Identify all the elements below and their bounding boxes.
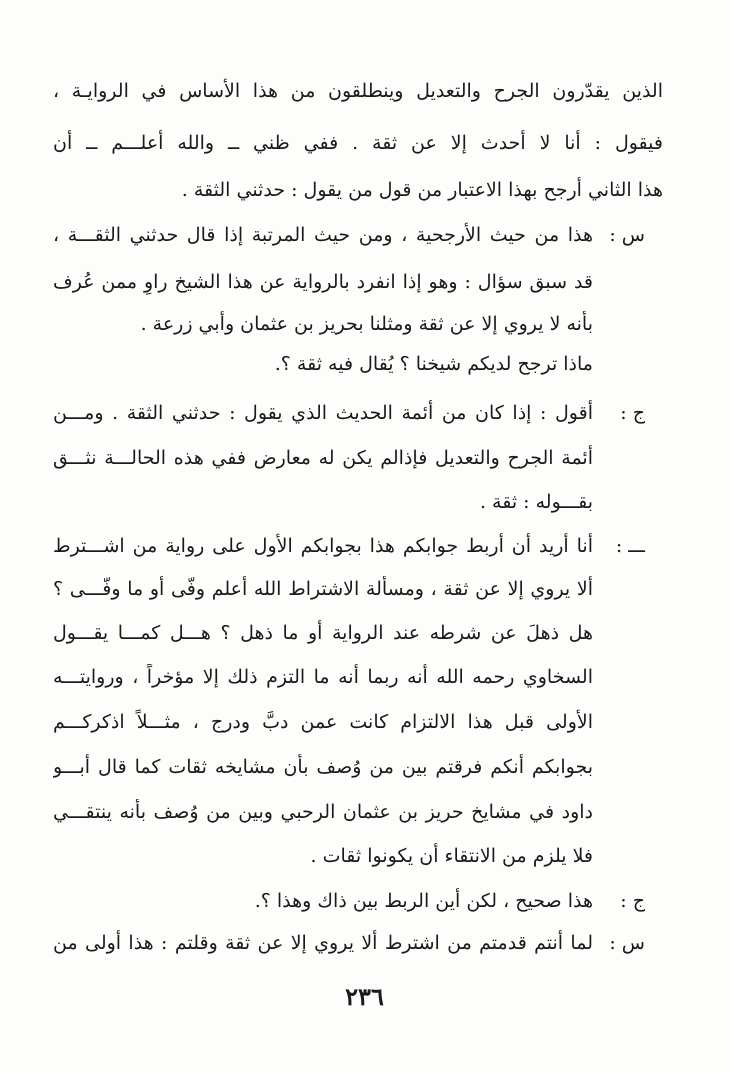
text-line: هذا صحيح ، لكن أين الربط بين ذاك وهذا ؟. bbox=[254, 890, 593, 912]
speaker-marker-answer: ج : bbox=[620, 890, 645, 912]
text-line: بجوابكم أنكم فرقتم بين من وُصف بأن مشايخه ثقات كما قال أبـــو bbox=[53, 756, 593, 778]
text-line: أئمة الجرح والتعديل فإذالم يكن له معارض ففي هذه الحالـــة نثـــق bbox=[53, 447, 593, 469]
text-line: هذا من حيث الأرجحية ، ومن حيث المرتبة إذا قال حدثني الثقـــة ، bbox=[53, 224, 593, 246]
text-line: ماذا ترجح لديكم شيخنا ؟ يُقال فيه ثقة ؟. bbox=[274, 353, 593, 375]
text-line: هذا الثاني أرجح بهذا الاعتبار من قول من يقول : حدثني الثقة . bbox=[181, 179, 663, 201]
text-line: أنا أريد أن أربط جوابكم هذا بجوابكم الأول على رواية من اشـــترط bbox=[53, 535, 593, 557]
text-line: فيقول : أنا لا أحدث إلا عن ثقة . ففي ظني ــ والله أعلـــم ــ أن bbox=[53, 132, 663, 154]
speaker-marker-question: س : bbox=[609, 224, 645, 246]
text-line: أقول : إذا كان من أئمة الحديث الذي يقول : حدثني الثقة . ومـــن bbox=[53, 402, 593, 424]
text-line: داود في مشايخ حريز بن عثمان الرحبي وبين من وُصف بأنه ينتقـــي bbox=[53, 801, 593, 823]
text-line: فلا يلزم من الانتقاء أن يكونوا ثقات . bbox=[310, 845, 593, 867]
text-line: بقـــوله : ثقة . bbox=[479, 491, 593, 513]
text-line: السخاوي رحمه الله أنه ربما أنه ما التزم ذلك إلا مؤخراً ، وروايتـــه bbox=[53, 666, 593, 688]
speaker-marker-dash: ـــ : bbox=[615, 535, 645, 557]
text-line: هل ذهلَ عن شرطه عند الرواية أو ما ذهل ؟ هـــل كمـــا يقـــول bbox=[53, 622, 593, 644]
text-line: بأنه لا يروي إلا عن ثقة ومثلنا بحريز بن عثمان وأبي زرعة . bbox=[140, 313, 593, 335]
speaker-marker-question: س : bbox=[609, 932, 645, 954]
text-line: الذين يقدّرون الجرح والتعديل وينطلقون من هذا الأساس في الروايـة ، bbox=[53, 80, 663, 102]
text-line: الأولى قبل هذا الالتزام كانت عمن دبَّ ودرج ، مثـــلاً اذكركـــم bbox=[53, 711, 593, 733]
text-line: قد سبق سؤال : وهو إذا انفرد بالرواية عن هذا الشيخ راوٍ ممن عُرف bbox=[53, 271, 593, 293]
text-line: ألا يروي إلا عن ثقة ، ومسألة الاشتراط الله أعلم وفّى أو ما وفّـــى ؟ bbox=[53, 578, 593, 600]
page-number: ٢٣٦ bbox=[345, 982, 384, 1011]
text-line: لما أنتم قدمتم من اشترط ألا يروي إلا عن ثقة وقلتم : هذا أولى من bbox=[53, 932, 593, 954]
speaker-marker-answer: ج : bbox=[620, 402, 645, 424]
